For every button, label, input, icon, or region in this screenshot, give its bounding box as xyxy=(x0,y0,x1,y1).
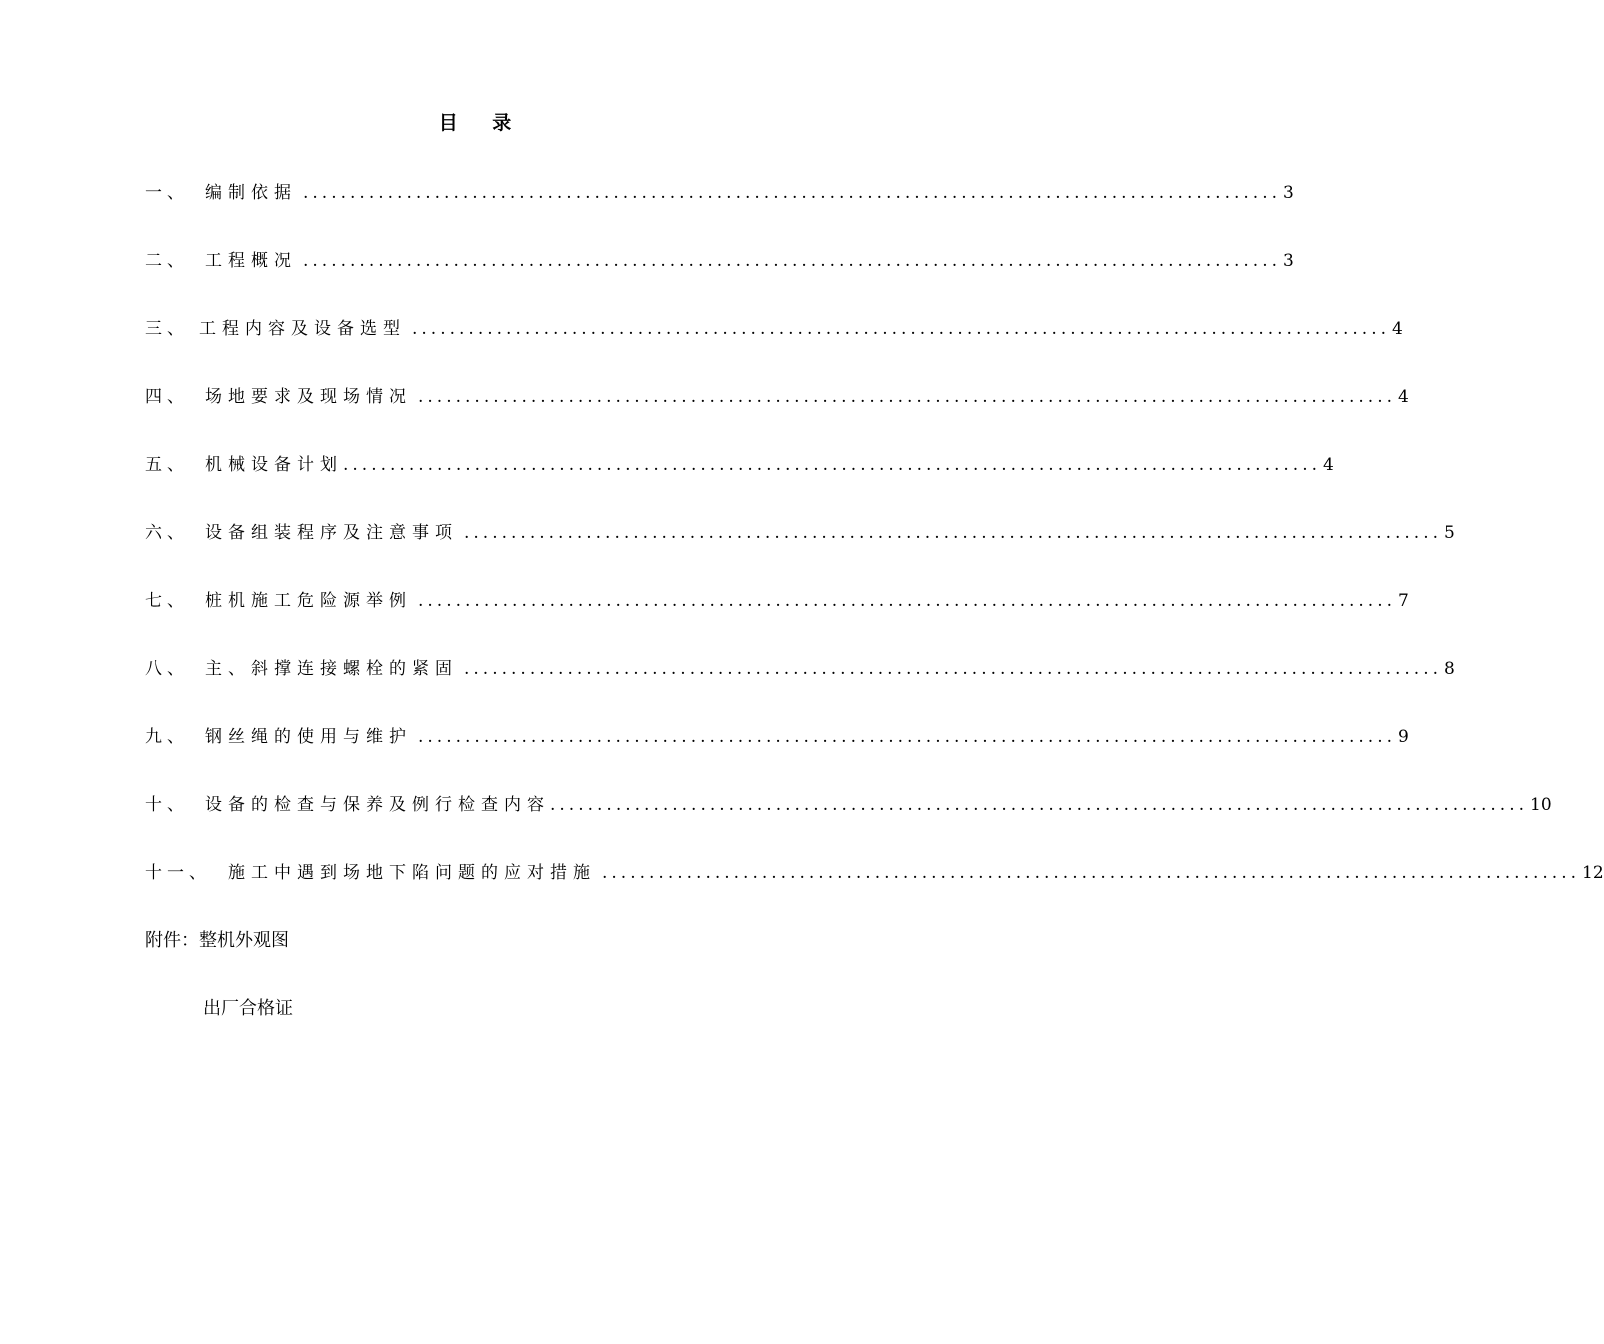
toc-entry[interactable] xyxy=(145,450,1334,475)
appendix-line: 附件：整机外观图 xyxy=(145,930,289,951)
toc-entry-title: 工程概况 xyxy=(205,251,297,271)
toc-entry[interactable] xyxy=(145,314,1403,339)
toc-leader-dots: ........................................................................................................ xyxy=(303,183,1281,203)
toc-entry-page: 9 xyxy=(1398,727,1409,747)
toc-leader-dots: ........................................................................................................ xyxy=(412,319,1390,339)
toc-entry-page: 3 xyxy=(1283,183,1294,203)
toc-entry-title: 设备组装程序及注意事项 xyxy=(205,523,458,543)
toc-entry-page: 8 xyxy=(1444,659,1455,679)
toc-entry-title: 主、斜撑连接螺栓的紧固 xyxy=(205,659,458,679)
toc-entry[interactable] xyxy=(145,790,1552,815)
toc-leader-dots: ........................................................................................................ xyxy=(550,795,1528,815)
toc-leader-dots: ........................................................................................................ xyxy=(303,251,1281,271)
toc-entry-number: 九、 xyxy=(145,727,189,747)
toc-leader-dots: ........................................................................................................ xyxy=(602,863,1580,883)
toc-entry-title: 钢丝绳的使用与维护 xyxy=(205,727,412,747)
toc-entry[interactable] xyxy=(145,178,1294,203)
toc-entry-number: 一、 xyxy=(145,183,189,203)
toc-entry-page: 4 xyxy=(1398,387,1409,407)
toc-entry[interactable] xyxy=(145,858,1604,883)
toc-entry-page: 10 xyxy=(1530,795,1552,815)
toc-entry-number: 四、 xyxy=(145,387,189,407)
toc-entry-page: 5 xyxy=(1444,523,1455,543)
toc-entry-title: 工程内容及设备选型 xyxy=(199,319,406,339)
toc-entry-number: 五、 xyxy=(145,455,189,475)
toc-entry-title: 桩机施工危险源举例 xyxy=(205,591,412,611)
toc-leader-dots: ........................................................................................................ xyxy=(418,387,1396,407)
toc-title: 目 录 xyxy=(438,112,526,134)
toc-entry[interactable] xyxy=(145,246,1294,271)
toc-entry-title: 场地要求及现场情况 xyxy=(205,387,412,407)
toc-entry-number: 十一、 xyxy=(145,863,211,883)
toc-entry-title: 编制依据 xyxy=(205,183,297,203)
toc-entry-number: 六、 xyxy=(145,523,189,543)
toc-entry[interactable] xyxy=(145,654,1455,679)
toc-entry-title: 施工中遇到场地下陷问题的应对措施 xyxy=(228,863,596,883)
toc-leader-dots: ........................................................................................................ xyxy=(418,727,1396,747)
toc-entry-title: 机械设备计划 xyxy=(205,455,343,475)
toc-entry-number: 七、 xyxy=(145,591,189,611)
toc-entry[interactable] xyxy=(145,382,1409,407)
toc-entry-number: 三、 xyxy=(145,319,189,339)
toc-leader-dots: ........................................................................................................ xyxy=(343,455,1321,475)
toc-leader-dots: ........................................................................................................ xyxy=(464,659,1442,679)
toc-entry-title: 设备的检查与保养及例行检查内容 xyxy=(205,795,550,815)
toc-entry-page: 7 xyxy=(1398,591,1409,611)
toc-leader-dots: ........................................................................................................ xyxy=(418,591,1396,611)
toc-entry-number: 十、 xyxy=(145,795,189,815)
toc-entry-page: 3 xyxy=(1283,251,1294,271)
toc-entry-number: 二、 xyxy=(145,251,189,271)
toc-entry-page: 12 xyxy=(1582,863,1604,883)
appendix-line: 出厂合格证 xyxy=(203,998,293,1019)
toc-entry-page: 4 xyxy=(1323,455,1334,475)
toc-entry-page: 4 xyxy=(1392,319,1403,339)
toc-entry-number: 八、 xyxy=(145,659,189,679)
toc-entry[interactable] xyxy=(145,722,1409,747)
toc-entry[interactable] xyxy=(145,586,1409,611)
toc-leader-dots: ........................................................................................................ xyxy=(464,523,1442,543)
toc-entry[interactable] xyxy=(145,518,1455,543)
